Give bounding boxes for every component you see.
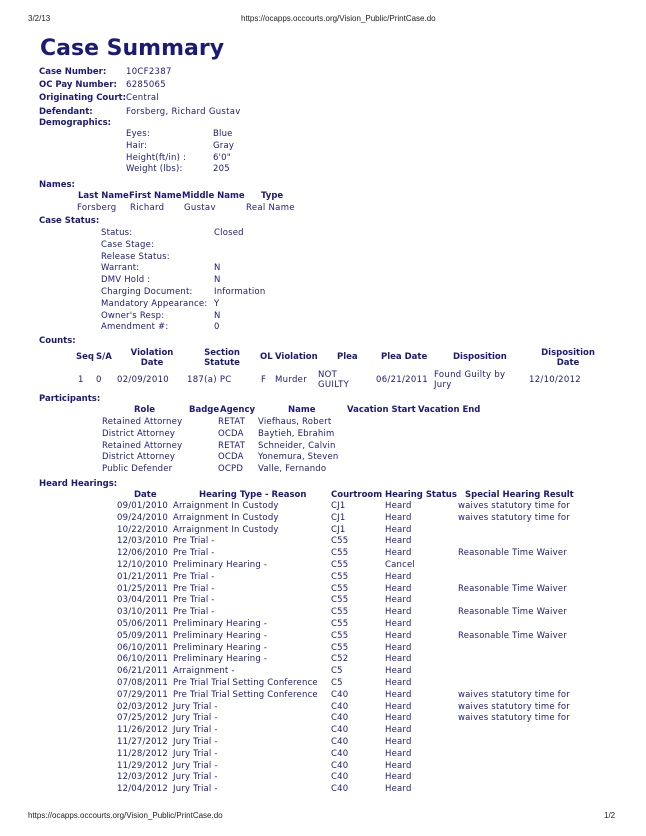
hearing-courtroom: CJ1 bbox=[331, 501, 346, 511]
counts-label: Counts: bbox=[39, 336, 76, 346]
hearing-result bbox=[458, 678, 570, 690]
hearing-courtroom: C40 bbox=[331, 760, 349, 771]
hearing-type: Jury Trial - bbox=[173, 736, 218, 747]
hearing-courtroom: C55 bbox=[331, 583, 349, 594]
hearing-type: Pre Trial - bbox=[173, 536, 215, 547]
hearing-date: 01/25/2011 bbox=[117, 583, 168, 594]
name-middle: Gustav bbox=[184, 203, 216, 213]
hearing-row bbox=[117, 678, 570, 690]
names-header-middle: Middle Name bbox=[182, 191, 245, 201]
name-last: Forsberg bbox=[77, 203, 117, 213]
demographics-label: Demographics: bbox=[39, 118, 112, 128]
table-row: Retained Attorney RETAT Schneider, Calvin bbox=[102, 440, 336, 451]
hearing-status: Heard bbox=[385, 595, 412, 606]
hearing-row bbox=[117, 584, 570, 596]
hearing-result bbox=[458, 666, 570, 678]
hearing-type: Pre Trial Trial Setting Conference bbox=[173, 677, 318, 688]
hearing-courtroom: C55 bbox=[331, 571, 349, 582]
hearing-type: Jury Trial - bbox=[173, 772, 218, 783]
table-row: District Attorney OCDA Yonemura, Steven bbox=[102, 452, 339, 463]
defendant-value: Forsberg, Richard Gustav bbox=[126, 107, 241, 117]
hearing-row bbox=[117, 525, 570, 537]
demographics-table bbox=[126, 129, 234, 176]
hearing-status: Heard bbox=[385, 512, 412, 523]
hearing-type: Preliminary Hearing - bbox=[173, 630, 268, 641]
hearing-result: Reasonable Time Waiver bbox=[458, 607, 567, 618]
hearings-header-result: Special Hearing Result bbox=[465, 490, 574, 500]
count-seq: 1 bbox=[78, 375, 84, 385]
hearing-status: Heard bbox=[385, 725, 412, 736]
hearing-date: 05/06/2011 bbox=[117, 618, 168, 629]
hearing-courtroom: C55 bbox=[331, 559, 349, 570]
hearing-courtroom: C55 bbox=[331, 618, 349, 629]
status-row: Charging Document: Information bbox=[101, 286, 266, 297]
status-row: Case Stage: bbox=[101, 239, 155, 250]
hearings-header-date: Date bbox=[134, 490, 157, 500]
count-plea-date: 06/21/2011 bbox=[376, 375, 428, 385]
hearing-date: 12/04/2012 bbox=[117, 784, 168, 795]
hearing-result: waives statutory time for bbox=[458, 689, 570, 700]
hearing-row bbox=[117, 536, 570, 548]
print-url: https://ocapps.occourts.org/Vision_Public/PrintCase.do bbox=[241, 14, 436, 23]
table-row: District Attorney OCDA Baytieh, Ebrahim bbox=[102, 428, 335, 439]
status-row: Amendment #: 0 bbox=[101, 322, 220, 333]
hearing-status: Heard bbox=[385, 748, 412, 759]
hearing-status: Heard bbox=[385, 701, 412, 712]
hearing-courtroom: C40 bbox=[331, 701, 349, 712]
status-row: Status: Closed bbox=[101, 228, 244, 238]
hearings-table bbox=[117, 501, 570, 796]
participants-table bbox=[102, 417, 338, 476]
hearing-row bbox=[117, 607, 570, 619]
hearing-row bbox=[117, 619, 570, 631]
demographic-row: Hair: Gray bbox=[126, 140, 235, 151]
counts-header-violation-date: Violation Date bbox=[130, 348, 174, 368]
hearing-type: Arraignment In Custody bbox=[173, 501, 279, 511]
hearing-row bbox=[117, 725, 570, 737]
hearing-status: Heard bbox=[385, 583, 412, 594]
case-number-label: Case Number: bbox=[39, 67, 107, 77]
hearing-type: Preliminary Hearing - bbox=[173, 559, 268, 570]
hearing-type: Jury Trial - bbox=[173, 713, 218, 724]
hearing-date: 03/04/2011 bbox=[117, 595, 168, 606]
page-title: Case Summary bbox=[40, 36, 225, 61]
hearing-row bbox=[117, 572, 570, 584]
defendant-label: Defendant: bbox=[39, 107, 93, 117]
hearing-type: Arraignment In Custody bbox=[173, 524, 279, 535]
count-ol: F bbox=[261, 375, 267, 385]
hearing-status: Heard bbox=[385, 677, 412, 688]
hearing-row bbox=[117, 501, 570, 513]
counts-header-disposition-date: Disposition Date bbox=[541, 348, 595, 368]
hearing-result bbox=[458, 525, 570, 537]
count-disposition: Found Guilty by Jury bbox=[434, 370, 506, 390]
case-status-label: Case Status: bbox=[39, 216, 100, 226]
hearing-courtroom: C5 bbox=[331, 677, 343, 688]
hearing-status: Heard bbox=[385, 654, 412, 665]
hearing-row bbox=[117, 772, 570, 784]
hearing-status: Heard bbox=[385, 501, 412, 511]
hearing-date: 11/29/2012 bbox=[117, 760, 168, 771]
hearing-result: waives statutory time for bbox=[458, 713, 570, 724]
hearing-courtroom: C40 bbox=[331, 736, 349, 747]
counts-header-seq: Seq bbox=[76, 352, 94, 362]
status-row: Owner's Resp: N bbox=[101, 310, 221, 321]
name-first: Richard bbox=[130, 203, 165, 213]
hearing-courtroom: C55 bbox=[331, 607, 349, 618]
hearing-status: Cancel bbox=[385, 559, 415, 570]
hearing-date: 12/03/2012 bbox=[117, 772, 168, 783]
hearing-courtroom: C40 bbox=[331, 725, 349, 736]
names-label: Names: bbox=[39, 180, 75, 190]
hearing-status: Heard bbox=[385, 713, 412, 724]
case-number-value: 10CF2387 bbox=[126, 67, 172, 77]
hearing-result bbox=[458, 654, 570, 666]
hearing-result bbox=[458, 560, 570, 572]
participants-label: Participants: bbox=[39, 394, 101, 404]
status-row: Warrant: N bbox=[101, 263, 221, 274]
participants-header-name: Name bbox=[288, 405, 316, 415]
hearing-courtroom: C40 bbox=[331, 784, 349, 795]
names-header-first: First Name bbox=[129, 191, 182, 201]
hearing-row bbox=[117, 784, 570, 796]
participants-header-role: Role bbox=[134, 405, 156, 415]
page-number: 1/2 bbox=[604, 811, 616, 820]
hearing-status: Heard bbox=[385, 618, 412, 629]
hearing-row bbox=[117, 631, 570, 643]
hearing-date: 09/01/2010 bbox=[117, 501, 168, 511]
hearing-courtroom: C55 bbox=[331, 630, 349, 641]
hearing-courtroom: C40 bbox=[331, 689, 349, 700]
count-violation-date: 02/09/2010 bbox=[117, 375, 169, 385]
participants-header-agency: Agency bbox=[220, 405, 256, 415]
hearing-status: Heard bbox=[385, 524, 412, 535]
hearing-result bbox=[458, 619, 570, 631]
hearing-row bbox=[117, 595, 570, 607]
hearing-courtroom: C55 bbox=[331, 536, 349, 547]
court-value: Central bbox=[126, 93, 160, 103]
hearing-status: Heard bbox=[385, 772, 412, 783]
hearing-result bbox=[458, 749, 570, 761]
hearing-result: Reasonable Time Waiver bbox=[458, 583, 567, 594]
hearing-courtroom: C40 bbox=[331, 713, 349, 724]
hearing-type: Jury Trial - bbox=[173, 725, 218, 736]
court-label: Originating Court: bbox=[39, 93, 126, 103]
hearing-date: 11/28/2012 bbox=[117, 748, 168, 759]
hearing-date: 06/10/2011 bbox=[117, 654, 168, 665]
hearing-type: Jury Trial - bbox=[173, 748, 218, 759]
hearing-row bbox=[117, 548, 570, 560]
hearing-status: Heard bbox=[385, 548, 412, 559]
hearing-date: 12/03/2010 bbox=[117, 536, 168, 547]
count-plea: NOT GUILTY bbox=[318, 370, 350, 390]
oc-pay-label: OC Pay Number: bbox=[39, 80, 117, 90]
hearing-row bbox=[117, 513, 570, 525]
hearing-result bbox=[458, 643, 570, 655]
names-header-last: Last Name bbox=[78, 191, 129, 201]
hearing-result bbox=[458, 572, 570, 584]
hearing-status: Heard bbox=[385, 571, 412, 582]
status-row: Mandatory Appearance: Y bbox=[101, 298, 220, 309]
counts-header-sa: S/A bbox=[96, 352, 112, 362]
hearing-date: 11/27/2012 bbox=[117, 736, 168, 747]
table-row: Public Defender OCPD Valle, Fernando bbox=[102, 464, 327, 475]
hearing-date: 05/09/2011 bbox=[117, 630, 168, 641]
hearing-courtroom: C55 bbox=[331, 642, 349, 653]
hearing-result: Reasonable Time Waiver bbox=[458, 548, 567, 559]
hearing-result bbox=[458, 725, 570, 737]
status-row: Release Status: bbox=[101, 251, 170, 262]
hearing-type: Pre Trial - bbox=[173, 583, 215, 594]
hearings-header-courtroom: Courtroom bbox=[331, 490, 383, 500]
hearing-type: Pre Trial - bbox=[173, 595, 215, 606]
hearing-type: Pre Trial - bbox=[173, 548, 215, 559]
hearing-date: 12/10/2010 bbox=[117, 559, 168, 570]
hearing-date: 07/25/2012 bbox=[117, 713, 168, 724]
hearing-courtroom: C55 bbox=[331, 548, 349, 559]
hearings-header-type: Hearing Type - Reason bbox=[199, 490, 307, 500]
participants-header-badge: Badge bbox=[189, 405, 220, 415]
hearing-result bbox=[458, 761, 570, 773]
hearing-row bbox=[117, 702, 570, 714]
hearing-status: Heard bbox=[385, 666, 412, 677]
hearing-row bbox=[117, 761, 570, 773]
hearing-status: Heard bbox=[385, 760, 412, 771]
hearing-type: Pre Trial - bbox=[173, 571, 215, 582]
hearing-date: 03/10/2011 bbox=[117, 607, 168, 618]
counts-header-section: Section Statute bbox=[204, 348, 240, 368]
hearing-result: Reasonable Time Waiver bbox=[458, 630, 567, 641]
name-type: Real Name bbox=[246, 203, 295, 213]
demographic-row: Eyes: Blue bbox=[126, 129, 233, 139]
hearing-status: Heard bbox=[385, 689, 412, 700]
hearing-status: Heard bbox=[385, 607, 412, 618]
hearing-date: 07/29/2011 bbox=[117, 689, 168, 700]
count-sa: 0 bbox=[96, 375, 102, 385]
hearing-date: 09/24/2010 bbox=[117, 512, 168, 523]
table-row: Retained Attorney RETAT Viefhaus, Robert bbox=[102, 417, 332, 427]
count-disposition-date: 12/10/2012 bbox=[529, 375, 581, 385]
names-header-type: Type bbox=[261, 191, 284, 201]
hearings-header-status: Hearing Status bbox=[385, 490, 457, 500]
hearing-type: Preliminary Hearing - bbox=[173, 654, 268, 665]
hearing-courtroom: C40 bbox=[331, 772, 349, 783]
participants-header-vacation-start: Vacation Start bbox=[347, 405, 416, 415]
hearing-row bbox=[117, 737, 570, 749]
hearing-type: Preliminary Hearing - bbox=[173, 618, 268, 629]
hearing-status: Heard bbox=[385, 630, 412, 641]
hearing-row bbox=[117, 654, 570, 666]
hearing-row bbox=[117, 643, 570, 655]
hearing-date: 06/21/2011 bbox=[117, 666, 168, 677]
participants-header-vacation-end: Vacation End bbox=[418, 405, 481, 415]
hearing-courtroom: C55 bbox=[331, 595, 349, 606]
hearing-result bbox=[458, 784, 570, 796]
print-date: 3/2/13 bbox=[28, 14, 51, 23]
hearing-type: Preliminary Hearing - bbox=[173, 642, 268, 653]
hearing-type: Arraignment In Custody bbox=[173, 512, 279, 523]
status-row: DMV Hold : N bbox=[101, 275, 221, 286]
count-section: 187(a) PC bbox=[187, 375, 232, 385]
hearing-date: 02/03/2012 bbox=[117, 701, 168, 712]
hearing-date: 06/10/2011 bbox=[117, 642, 168, 653]
hearing-row bbox=[117, 560, 570, 572]
hearing-type: Jury Trial - bbox=[173, 760, 218, 771]
hearing-type: Jury Trial - bbox=[173, 701, 218, 712]
hearing-result bbox=[458, 737, 570, 749]
hearing-courtroom: CJ1 bbox=[331, 512, 346, 523]
hearing-row bbox=[117, 713, 570, 725]
hearing-courtroom: CJ1 bbox=[331, 524, 346, 535]
case-status-table bbox=[101, 228, 265, 334]
hearing-status: Heard bbox=[385, 642, 412, 653]
counts-header-plea: Plea bbox=[337, 352, 358, 362]
hearing-result bbox=[458, 536, 570, 548]
hearing-date: 10/22/2010 bbox=[117, 524, 168, 535]
hearing-result bbox=[458, 595, 570, 607]
hearing-result: waives statutory time for bbox=[458, 701, 570, 712]
hearings-label: Heard Hearings: bbox=[39, 479, 118, 489]
hearing-courtroom: C40 bbox=[331, 748, 349, 759]
hearing-row bbox=[117, 749, 570, 761]
hearing-result: waives statutory time for bbox=[458, 501, 570, 511]
hearing-courtroom: C52 bbox=[331, 654, 349, 665]
hearing-type: Pre Trial - bbox=[173, 607, 215, 618]
hearing-date: 11/26/2012 bbox=[117, 725, 168, 736]
hearing-type: Pre Trial Trial Setting Conference bbox=[173, 689, 318, 700]
oc-pay-value: 6285065 bbox=[126, 80, 166, 90]
hearing-type: Arraignment - bbox=[173, 666, 235, 677]
hearing-date: 01/21/2011 bbox=[117, 571, 168, 582]
hearing-status: Heard bbox=[385, 736, 412, 747]
demographic-row: Height(ft/in) : 6'0" bbox=[126, 152, 231, 163]
demographic-row: Weight (lbs): 205 bbox=[126, 164, 230, 175]
counts-header-ol: OL bbox=[260, 352, 273, 362]
footer-url: https://ocapps.occourts.org/Vision_Public/PrintCase.do bbox=[28, 811, 223, 820]
counts-header-violation: Violation bbox=[275, 352, 318, 362]
hearing-row bbox=[117, 690, 570, 702]
count-violation: Murder bbox=[275, 375, 307, 385]
hearing-date: 12/06/2010 bbox=[117, 548, 168, 559]
counts-header-plea-date: Plea Date bbox=[381, 352, 428, 362]
hearing-status: Heard bbox=[385, 784, 412, 795]
hearing-type: Jury Trial - bbox=[173, 784, 218, 795]
hearing-courtroom: C5 bbox=[331, 666, 343, 677]
hearing-row bbox=[117, 666, 570, 678]
hearing-status: Heard bbox=[385, 536, 412, 547]
hearing-result: waives statutory time for bbox=[458, 512, 570, 523]
hearing-date: 07/08/2011 bbox=[117, 677, 168, 688]
counts-header-disposition: Disposition bbox=[453, 352, 507, 362]
hearing-result bbox=[458, 772, 570, 784]
